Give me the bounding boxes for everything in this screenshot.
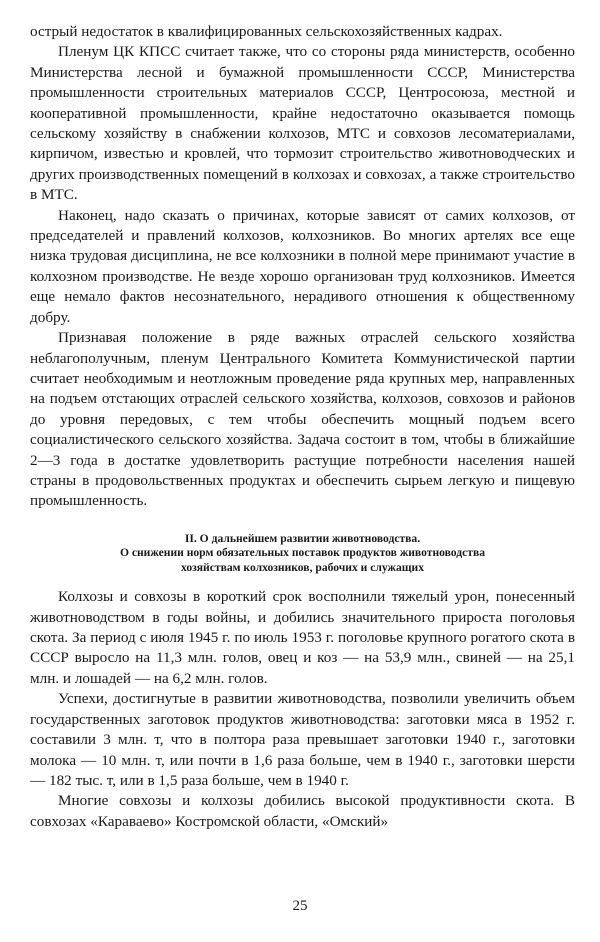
- section-heading: [30, 532, 575, 576]
- paragraph: Успехи, достигнутые в развитии животноводства, позволили увеличить объем государственных заготовок продуктов животноводства: заготовки мяса в 1952 г. составили 3 млн. т, что в полтора раза превышает заготовки 1940 г., заготовки молока — 10 млн. т, или почти в 1,6 раза больше, чем в 1940 г., заготовки шерсти — 182 тыс. т, или в 1,5 раза больше, чем в 1940 г.: [30, 690, 575, 789]
- paragraph: Пленум ЦК КПСС считает также, что со стороны ряда министерств, особенно Министерства лесной и бумажной промышленности СССР, Министерства промышленности строительных материалов СССР, Центросоюза, местной и кооперативной промышленности, крайне недостаточно оказывается помощь сельскому хозяйству в снабжении колхозов, МТС и совхозов лесоматериалами, кирпичом, известью и кровлей, что тормозит строительство животноводческих и других производственных помещений в колхозах и совхозах, а также строительство в МТС.: [30, 43, 575, 204]
- section-heading-line: хозяйствам колхозников, рабочих и служащих: [180, 560, 425, 574]
- paragraph: острый недостаток в квалифицированных сельскохозяйственных кадрах.: [30, 23, 503, 40]
- page-number: 25: [292, 898, 308, 914]
- section-heading-line: II. О дальнейшем развитии животноводства.: [184, 531, 421, 545]
- paragraph: Многие совхозы и колхозы добились высокой продуктивности скота. В совхозах «Караваево» Костромской области, «Омский»: [30, 792, 575, 830]
- paragraph: Наконец, надо сказать о причинах, которые зависят от самих колхозов, от председателей и правлений колхозов, колхозников. Во многих артелях все еще низка трудовая дисциплина, не все колхозники в полной мере принимают участие в колхозном производстве. Не везде хорошо организован труд колхозников. Имеется еще немало фактов несознательного, нерадивого отношения к общественному добру.: [30, 206, 575, 326]
- paragraph: Признавая положение в ряде важных отраслей сельского хозяйства неблагополучным, пленум Центрального Комитета Коммунистической партии считает необходимым и неотложным проведение ряда крупных мер, направленных на подъем отстающих отраслей сельского хозяйства, колхозов, совхозов и районов до уровня передовых, с тем чтобы обеспечить мощный подъем всего социалистического сельского хозяйства. Задача состоит в том, чтобы в ближайшие 2—3 года в достатке удовлетворить растущие потребности населения нашей страны в продовольственных продуктах и обеспечить сырьем легкую и пищевую промышленность.: [30, 329, 575, 510]
- paragraph: Колхозы и совхозы в короткий срок восполнили тяжелый урон, понесенный животноводством в годы войны, и добились значительного прироста поголовья скота. За период с июля 1945 г. по июль 1953 г. поголовье крупного рогатого скота в СССР выросло на 11,3 млн. голов, овец и коз — на 53,9 млн., свиней — на 25,1 млн. и лошадей — на 6,2 млн. голов.: [30, 588, 575, 687]
- body-text: [30, 22, 575, 832]
- section-heading-line: О снижении норм обязательных поставок продуктов животноводства: [119, 546, 486, 560]
